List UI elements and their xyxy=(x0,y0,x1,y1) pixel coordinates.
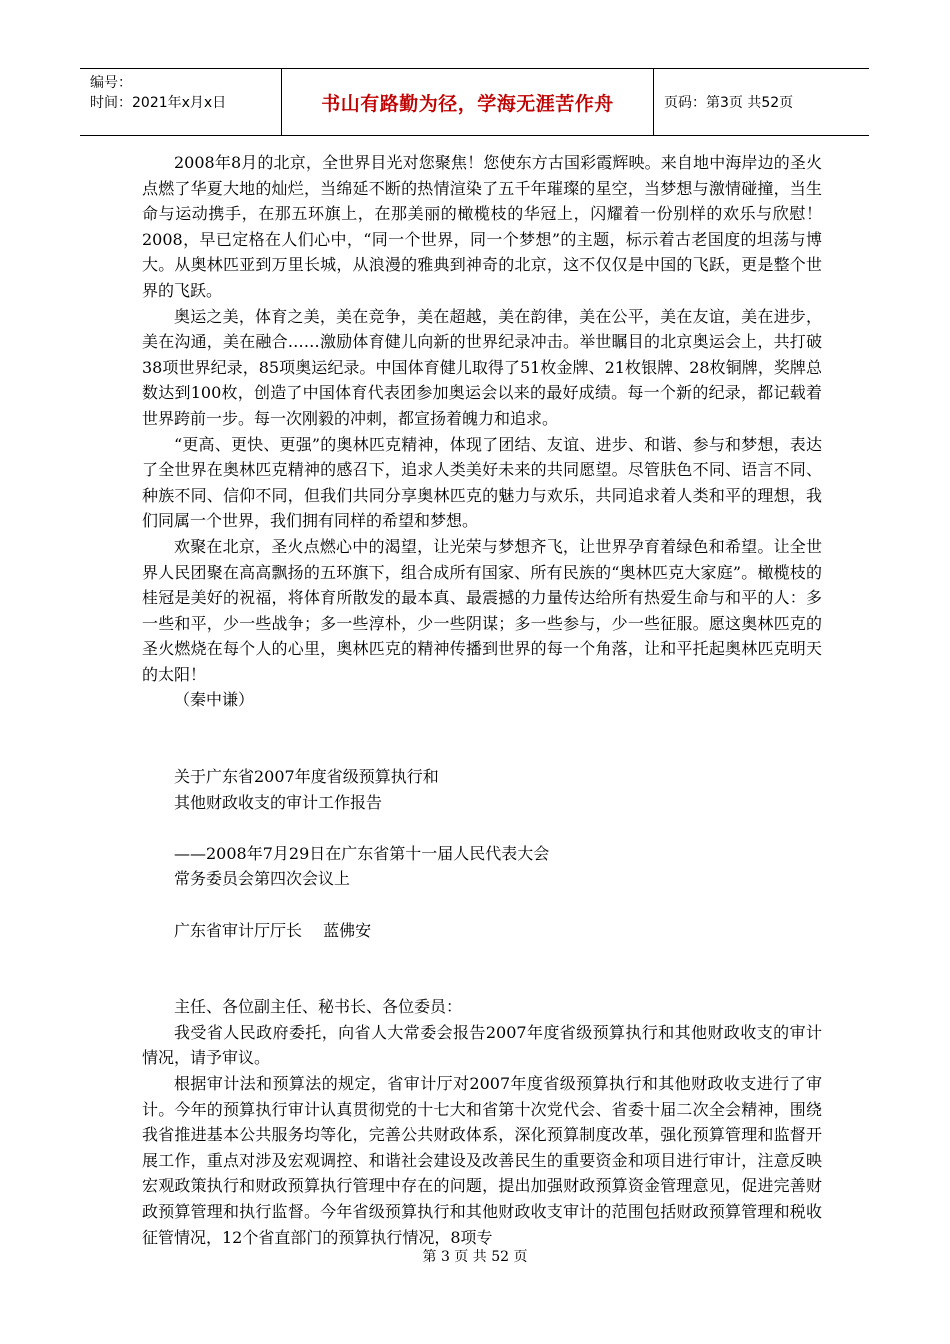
header-motto: 书山有路勤为径，学海无涯苦作舟 xyxy=(282,69,654,135)
header-page-label: 页码：第3页 共52页 xyxy=(664,95,794,111)
report-subtitle-line1: ——2008年7月29日在广东省第十一届人民代表大会 xyxy=(174,843,550,863)
page-header xyxy=(80,68,869,136)
serial-label: 编号： xyxy=(90,75,132,91)
article-author: （秦中谦） xyxy=(174,690,255,710)
article-paragraph: 2008年8月的北京，全世界目光对您聚焦！您使东方古国彩霞辉映。来自地中海岸边的圣火点燃了华夏大地的灿烂，当绵延不断的热情渲染了五千年璀璨的星空，当梦想与激情碰撞，当生命与运动携手，在那五环旗上，在那美丽的橄榄枝的华冠上，闪耀着一份别样的欢乐与欣慰！ 2008，早已定格在人们心中，“同一个世界，同一个梦想”的主题，标示着古老国度的坦荡与博大。从奥林匹亚到万里长城，从浪漫的雅典到神奇的北京，这不仅仅是中国的飞跃，更是整个世界的飞跃。 xyxy=(142,153,822,300)
article-paragraph: 欢聚在北京，圣火点燃心中的渴望，让光荣与梦想齐飞，让世界孕育着绿色和希望。让全世界人民团聚在高高飘扬的五环旗下，组合成所有国家、所有民族的“奥林匹克大家庭”。橄榄枝的桂冠是美好的祝福，将体育所散发的最本真、最震撼的力量传达给所有热爱生命与和平的人：多一些和平，少一些战争；多一些淳朴，少一些阴谋；多一些参与，少一些征服。愿这奥林匹克的圣火燃烧在每个人的心里，奥林匹克的精神传播到世界的每一个角落，让和平托起奥林匹克明天的太阳！ xyxy=(142,536,822,684)
article-paragraph: “更高、更快、更强”的奥林匹克精神，体现了团结、友谊、进步、和谐、参与和梦想，表达了全世界在奥林匹克精神的感召下，追求人类美好未来的共同愿望。尽管肤色不同、语言不同、种族不同、信仰不同，但我们共同分享奥林匹克的魅力与欢乐，共同追求着人类和平的理想，我们同属一个世界，我们拥有同样的希望和梦想。 xyxy=(142,434,822,531)
date-label: 时间：2021年x月x日 xyxy=(90,95,227,111)
page-footer: 第 3 页 共 52 页 xyxy=(422,1249,528,1265)
report-title-line1: 关于广东省2007年度省级预算执行和 xyxy=(174,767,439,787)
document-body xyxy=(142,150,822,1250)
report-paragraph: 我受省人民政府委托，向省人大常委会报告2007年度省级预算执行和其他财政收支的审计情况，请予审议。 xyxy=(142,1022,822,1068)
report-speaker: 广东省审计厅厅长 蓝佛安 xyxy=(174,920,372,940)
header-meta xyxy=(80,69,282,135)
report-title-line2: 其他财政收支的审计工作报告 xyxy=(174,792,383,812)
report-paragraph: 根据审计法和预算法的规定，省审计厅对2007年度省级预算执行和其他财政收支进行了审计。今年的预算执行审计认真贯彻党的十七大和省第十次党代会、省委十届二次全会精神，围绕我省推进基本公共服务均等化，完善公共财政体系，深化预算制度改革，强化预算管理和监督开展工作，重点对涉及宏观调控、和谐社会建设及改善民生的重要资金和项目进行审计，注意反映宏观政策执行和财政预算执行管理中存在的问题，提出加强财政预算资金管理意见，促进完善财政预算管理和执行监督。今年省级预算执行和其他财政收支审计的范围包括财政预算管理和税收征管情况，12个省直部门的预算执行情况，8项专 xyxy=(142,1074,822,1247)
article-paragraph: 奥运之美，体育之美，美在竞争，美在超越，美在韵律，美在公平，美在友谊，美在进步，美在沟通，美在融合……激励体育健儿向新的世界纪录冲击。举世瞩目的北京奥运会上，共打破38项世界纪录，85项奥运纪录。中国体育健儿取得了51枚金牌、21枚银牌、28枚铜牌，奖牌总数达到100枚，创造了中国体育代表团参加奥运会以来的最好成绩。每一个新的纪录，都记载着世界跨前一步。每一次刚毅的冲刺，都宣扬着魄力和追求。 xyxy=(142,306,822,428)
report-subtitle-line2: 常务委员会第四次会议上 xyxy=(174,869,351,889)
report-salutation: 主任、各位副主任、秘书长、各位委员： xyxy=(174,997,463,1017)
